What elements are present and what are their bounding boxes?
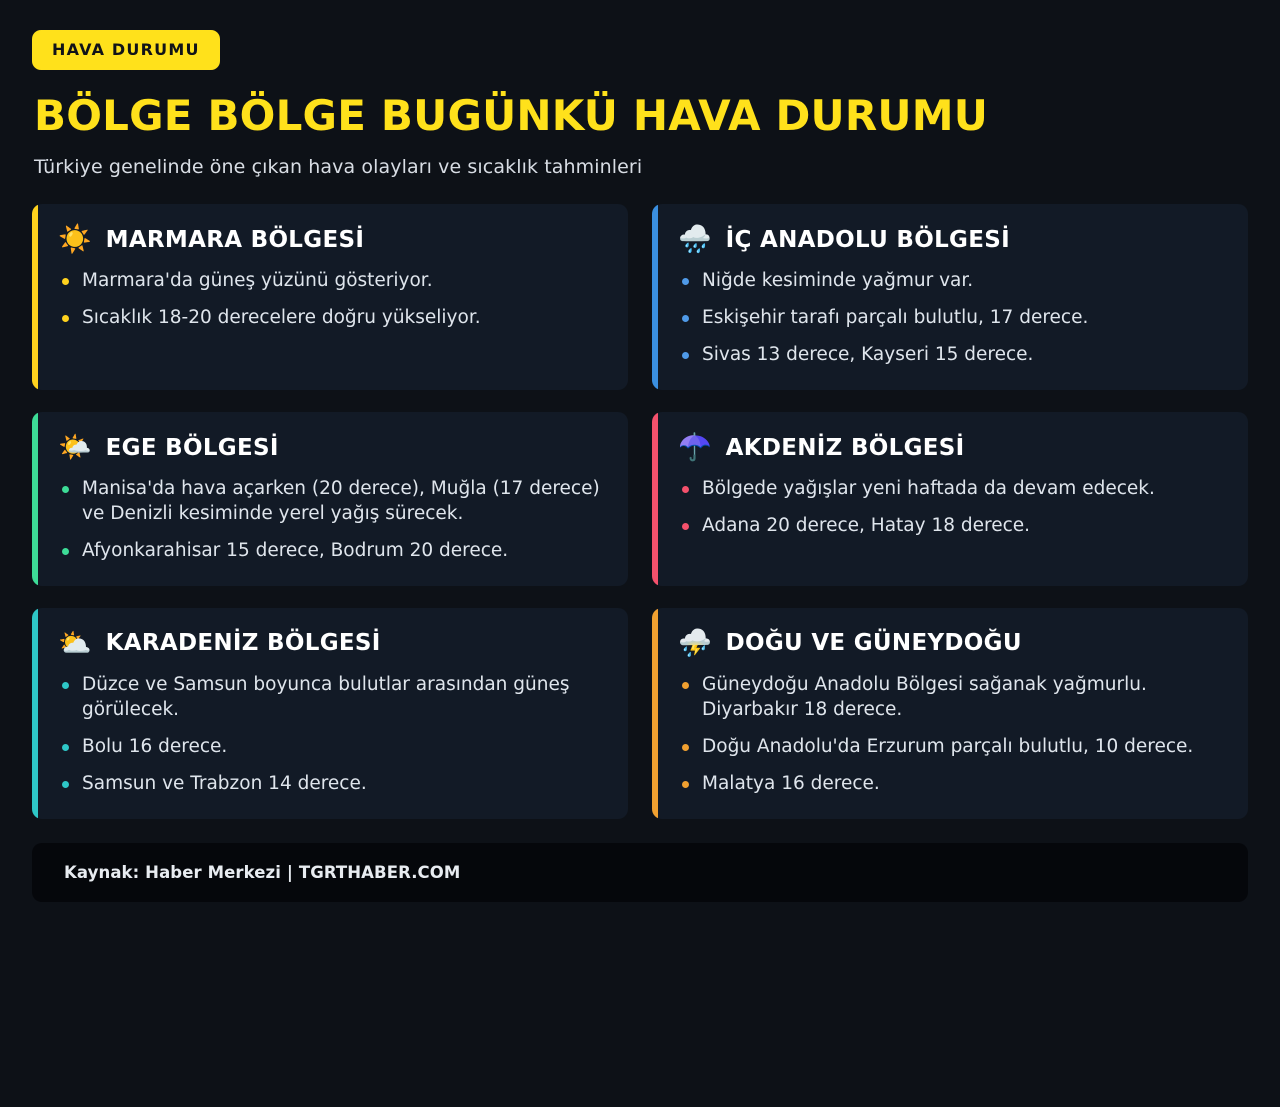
- list-item: [678, 477, 1224, 502]
- bullet-dot: [62, 486, 69, 493]
- bullet-dot: [682, 523, 689, 530]
- card-bullet-list: [678, 269, 1224, 368]
- list-item-text: Marmara'da güneş yüzünü gösteriyor.: [82, 270, 433, 292]
- bullet-dot: [682, 315, 689, 322]
- card-accent-bar: [32, 412, 38, 586]
- list-item: [58, 269, 604, 294]
- list-item-text: Düzce ve Samsun boyunca bulutlar arasından güneş görülecek.: [82, 673, 570, 720]
- list-item-text: Manisa'da hava açarken (20 derece), Muğla (17 derece) ve Denizli kesiminde yerel yağış sürecek.: [82, 478, 600, 524]
- umbrella-icon: ☂️: [678, 432, 712, 463]
- list-item-text: Bolu 16 derece.: [82, 735, 228, 757]
- sun-behind-cloud-icon: 🌤️: [58, 432, 92, 463]
- bullet-dot: [682, 682, 689, 689]
- region-card-marmara: [32, 204, 628, 390]
- page-subtitle: Türkiye genelinde öne çıkan hava olayları ve sıcaklık tahminleri: [34, 156, 643, 179]
- list-item-text: Eskişehir tarafı parçalı bulutlu, 17 derece.: [702, 307, 1089, 329]
- bullet-dot: [62, 548, 69, 555]
- list-item-text: Niğde kesiminde yağmur var.: [702, 270, 974, 292]
- card-header: [678, 224, 1224, 256]
- bullet-dot: [682, 744, 689, 751]
- region-card-ic-anadolu: [652, 204, 1248, 390]
- card-accent-bar: [652, 412, 658, 586]
- list-item-text: Sıcaklık 18-20 derecelere doğru yükseliyor.: [82, 307, 481, 329]
- list-item: [678, 735, 1224, 760]
- card-bullet-list: [678, 673, 1224, 797]
- card-accent-bar: [652, 204, 658, 390]
- list-item: [678, 306, 1224, 331]
- list-item-text: Adana 20 derece, Hatay 18 derece.: [702, 514, 1031, 536]
- card-bullet-list: [58, 673, 604, 797]
- list-item: [678, 772, 1224, 797]
- card-accent-bar: [32, 204, 38, 390]
- rain-cloud-icon: 🌧️: [678, 224, 712, 256]
- list-item: [678, 514, 1224, 539]
- card-title: MARMARA BÖLGESİ: [105, 226, 365, 253]
- card-bullet-list: [678, 477, 1224, 539]
- card-bullet-list: [58, 477, 604, 564]
- sun-icon: ☀️: [58, 224, 92, 256]
- bullet-dot: [62, 278, 69, 285]
- bullet-dot: [682, 486, 689, 493]
- list-item: [58, 306, 604, 331]
- bullet-dot: [682, 278, 689, 285]
- card-header: [58, 224, 604, 256]
- list-item: [58, 673, 604, 723]
- region-card-grid: [32, 204, 1248, 819]
- partly-cloudy-icon: ⛅: [58, 627, 92, 659]
- list-item-text: Afyonkarahisar 15 derece, Bodrum 20 derece.: [82, 539, 509, 561]
- list-item-text: Güneydoğu Anadolu Bölgesi sağanak yağmurlu. Diyarbakır 18 derece.: [702, 673, 1147, 720]
- list-item-text: Doğu Anadolu'da Erzurum parçalı bulutlu, 10 derece.: [702, 735, 1194, 757]
- list-item: [58, 772, 604, 797]
- list-item: [678, 673, 1224, 723]
- bullet-dot: [62, 744, 69, 751]
- list-item: [58, 539, 604, 564]
- list-item: [678, 269, 1224, 294]
- bullet-dot: [62, 682, 69, 689]
- region-card-karadeniz: [32, 608, 628, 819]
- list-item: [58, 477, 604, 527]
- card-header: [58, 434, 604, 461]
- bullet-dot: [682, 781, 689, 788]
- card-title: AKDENİZ BÖLGESİ: [725, 434, 965, 461]
- list-item-text: Sivas 13 derece, Kayseri 15 derece.: [702, 344, 1034, 366]
- card-accent-bar: [32, 608, 38, 819]
- card-header: [58, 627, 604, 659]
- list-item-text: Bölgede yağışlar yeni haftada da devam edecek.: [702, 478, 1155, 499]
- card-header: [678, 434, 1224, 461]
- category-badge: HAVA DURUMU: [32, 30, 220, 70]
- region-card-dogu-guneydogu: [652, 608, 1248, 819]
- card-bullet-list: [58, 269, 604, 331]
- card-title: KARADENİZ BÖLGESİ: [105, 630, 381, 657]
- card-title: DOĞU VE GÜNEYDOĞU: [725, 630, 1022, 657]
- thunderstorm-icon: ⛈️: [678, 627, 712, 659]
- region-card-ege: [32, 412, 628, 586]
- region-card-akdeniz: [652, 412, 1248, 586]
- list-item-text: Malatya 16 derece.: [702, 772, 880, 794]
- source-footer: Kaynak: Haber Merkezi | TGRTHABER.COM: [32, 843, 1248, 902]
- bullet-dot: [62, 781, 69, 788]
- page-title: BÖLGE BÖLGE BUGÜNKÜ HAVA DURUMU: [34, 91, 989, 140]
- card-accent-bar: [652, 608, 658, 819]
- bullet-dot: [62, 315, 69, 322]
- card-title: İÇ ANADOLU BÖLGESİ: [725, 226, 1010, 253]
- list-item: [678, 343, 1224, 368]
- card-header: [678, 627, 1224, 659]
- list-item: [58, 735, 604, 760]
- bullet-dot: [682, 352, 689, 359]
- list-item-text: Samsun ve Trabzon 14 derece.: [82, 772, 367, 794]
- header: [32, 30, 1248, 178]
- card-title: EGE BÖLGESİ: [105, 434, 279, 461]
